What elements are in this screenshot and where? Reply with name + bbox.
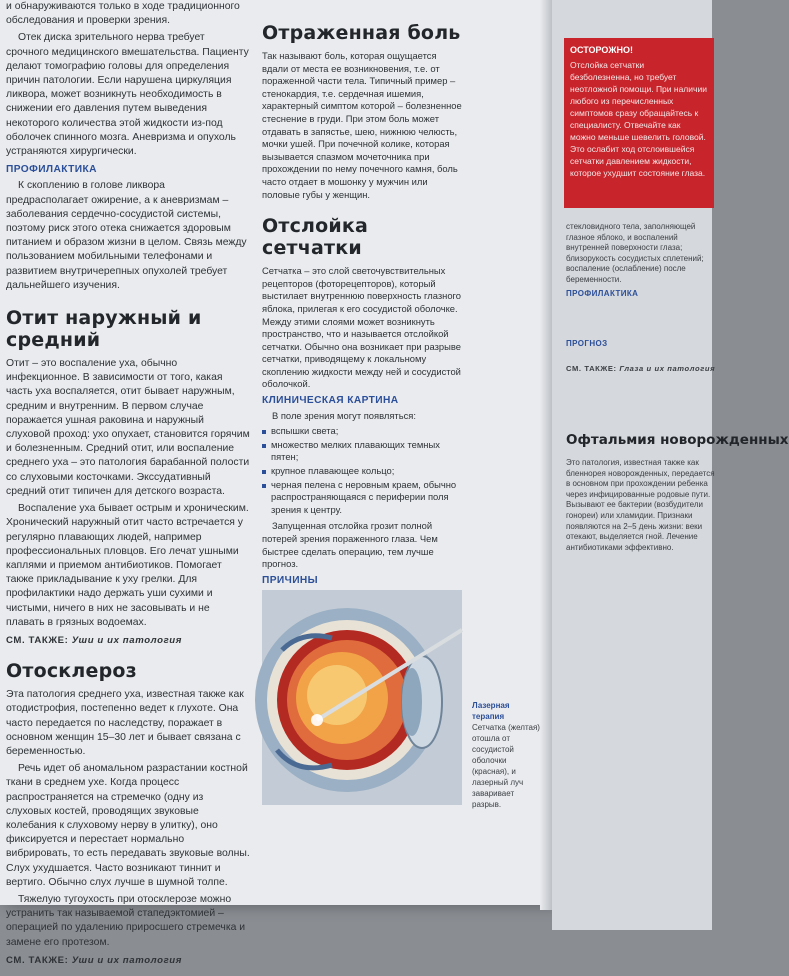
warning-title: ОСТОРОЖНО! bbox=[570, 45, 633, 55]
caption-text: Сетчатка (желтая) отошла от сосудистой оболочки (красная), и лазерный луч заваривает разрыв. bbox=[472, 723, 540, 809]
list-item: черная пелена с неровным краем, обычно распространяющаяся с периферии поля зрения к центру. bbox=[262, 479, 462, 517]
retinal-detachment-text: Сетчатка – это слой светочувствительных рецепторов (фоторецепторов), который выстилает внутреннюю поверхность глазного яблока, прилегая к его сосудистой оболочке. Между этими слоями может возникнуть пространство, что и называется отслойкой сетчатки. Обычно она возникает при разрыве сетчатки, приводящему к локальному скоплению жидкости между ней и сосудистой оболочкой. bbox=[262, 265, 461, 390]
warning-text: Отслойка сетчатки безболезненна, но требует неотложной помощи. При наличии любого из перечисленных симптомов сразу обращайтесь к специалисту. Отвечайте как можно меньше шевелить головой. Это ослабит ход отслоившейся сетчатки давлением жидкости, которое ухудшит состояние глаза. bbox=[570, 60, 707, 178]
see-also-prefix: СМ. ТАКЖЕ: bbox=[6, 954, 69, 966]
see-also-prefix: СМ. ТАКЖЕ: bbox=[566, 363, 617, 373]
otosclerosis-title: Отосклероз bbox=[6, 660, 137, 683]
see-also-otosclerosis bbox=[6, 954, 250, 968]
list-item: крупное плавающее кольцо; bbox=[262, 465, 462, 478]
referred-pain-title: Отраженная боль bbox=[262, 22, 461, 44]
newborn-text: Это патология, известная также как бленнорея новорожденных, передается в основном при прохождении ребенка через инфицированные родовые пути. Вызывают ее бактерии (возбудители гонореи) или хламидии. Признаки появляются на 2–5 день жизни: веки отекают, выделяется гной. Лечение антибиотиками эффективно. bbox=[566, 458, 715, 552]
see-also-link[interactable]: Уши и их патология bbox=[71, 634, 182, 646]
left-column bbox=[6, 0, 250, 976]
list-item: вспышки света; bbox=[262, 425, 462, 438]
otitis-paragraph: Отит – это воспаление уха, обычно инфекционное. В зависимости от того, какая часть уха воспаляется, отит бывает наружным, средним и внутренним. В первом случае поражается ушная раковина и наружный слуховой проход: ухо опухает, становится горячим и болезненным. Средний отит, или воспаление среднего уха – это патология барабанной полости со слуховыми косточками. Экссудативный средний отит типичен для детского возраста. bbox=[6, 358, 250, 497]
see-also-otitis bbox=[6, 634, 250, 648]
referred-pain-text: Так называют боль, которая ощущается вдали от места ее возникновения, т.е. от пораженной части тела. Типичный пример – стенокардия, т.е. сердечная ишемия, характерный симптом которой – болезненное стеснение в груди. При этом боль может отдавать в запястье, шею, нижнюю челюсть, мочки ушей. При почечной колике, которая вызывается спазмом мочеточника при прохождении по нему почечного камня, боль часто отдает в мошонку у мужчин или половые губы у женщин. bbox=[262, 50, 462, 200]
otitis-title: Отит наружный и средний bbox=[6, 307, 202, 352]
list-item: множество мелких плавающих темных пятен; bbox=[262, 439, 462, 464]
clinical-outro: Запущенная отслойка грозит полной потерей зрения пораженного глаза. Чем быстрее сделать операцию, тем лучше прогноз. bbox=[262, 520, 438, 570]
symptom-list bbox=[262, 425, 462, 516]
clinical-heading: КЛИНИЧЕСКАЯ КАРТИНА bbox=[262, 395, 399, 407]
prevention-text: К скоплению в голове ликвора предрасполагает ожирение, а к аневризмам – заболевания сердечно-сосудистой системы, поэтому риск этого отека снижается здоровым питанием и образом жизни в целом. Связь между пользованием мобильными телефонами и развитием внутричерепных опухолей требует дальнейшего изучения. bbox=[6, 180, 247, 291]
causes-heading: ПРИЧИНЫ bbox=[262, 574, 319, 586]
otitis-paragraph: Воспаление уха бывает острым и хроническим. Хронический наружный отит часто встречается у регулярно плавающих людей, например профессиональных пловцов. Его лечат ушными каплями и приемом антибиотиков. Помогает также прикладывание к уху грелки. Для профилактики надо держать уши сухими и чистыми, ничего в них не засовывать и не плавать в грязных водоемах. bbox=[6, 503, 249, 628]
prognosis-heading: ПРОГНОЗ bbox=[566, 339, 608, 349]
intro-paragraph: и обнаруживаются только в ходе традиционного обследования и проверки зрения. bbox=[6, 1, 240, 27]
see-also-link[interactable]: Уши и их патология bbox=[71, 954, 182, 966]
see-also-eyes bbox=[566, 364, 716, 375]
right-page bbox=[552, 0, 789, 930]
newborn-title: Офтальмия новорожденных bbox=[566, 432, 789, 448]
intro-paragraph: Отек диска зрительного нерва требует срочного медицинского вмешательства. Пациенту делают томографию головы для определения причин патологии. Если нарушена циркуляция ликвора, может возникнуть необходимость в снижении его давления путем выведения некоторого количества этой жидкости из-под оболочек спинного мозга. Аневризма и опухоль устраняются хирургически. bbox=[6, 32, 249, 158]
caption-heading: Лазерная терапия bbox=[472, 701, 510, 721]
figure-caption bbox=[472, 700, 540, 810]
otosclerosis-paragraph: Тяжелую тугоухость при отосклерозе можно устранить так называемой стапедэктомией – операцией по удалению приросшего стремечка и замене его протезом. bbox=[6, 893, 246, 948]
clinical-intro: В поле зрения могут появляться: bbox=[272, 409, 416, 421]
right-page-body bbox=[566, 222, 716, 374]
see-also-prefix: СМ. ТАКЖЕ: bbox=[6, 634, 69, 646]
otosclerosis-paragraph: Эта патология среднего уха, известная также как отодистрофия, постепенно ведет к глухоте. Она часто передается по наследству, поражает в основном женщин 15–30 лет и бывает связана с беременностью. bbox=[6, 689, 244, 757]
eye-cross-section-image bbox=[262, 590, 462, 805]
prevention-heading: ПРОФИЛАКТИКА bbox=[6, 164, 97, 176]
prevention-heading: ПРОФИЛАКТИКА bbox=[566, 288, 639, 298]
eye-illustration bbox=[262, 590, 462, 805]
warning-box bbox=[564, 38, 714, 208]
retinal-detachment-title: Отслойка сетчатки bbox=[262, 215, 369, 260]
see-also-link[interactable]: Глаза и их патология bbox=[619, 363, 716, 373]
otosclerosis-paragraph: Речь идет об аномальном разрастании костной ткани в среднем ухе. Когда процесс распространяется на стремечко (одну из слуховых костей, проводящих звуковые колебания к слуховому нерву в улитку), оно фиксируется и перестает нормально вибрировать, то есть передавать звуковые волны. Слух ухудшается. Часто возникают тиннит и вертиго. Обычно слух лучше в шумной толпе. bbox=[6, 763, 250, 888]
body-text: стекловидного тела, заполняющей глазное яблоко, и воспалений внутренней поверхности глаза; близорукость сосудистых сплетений; воспаление (ослабление) после беременности. bbox=[566, 222, 704, 284]
